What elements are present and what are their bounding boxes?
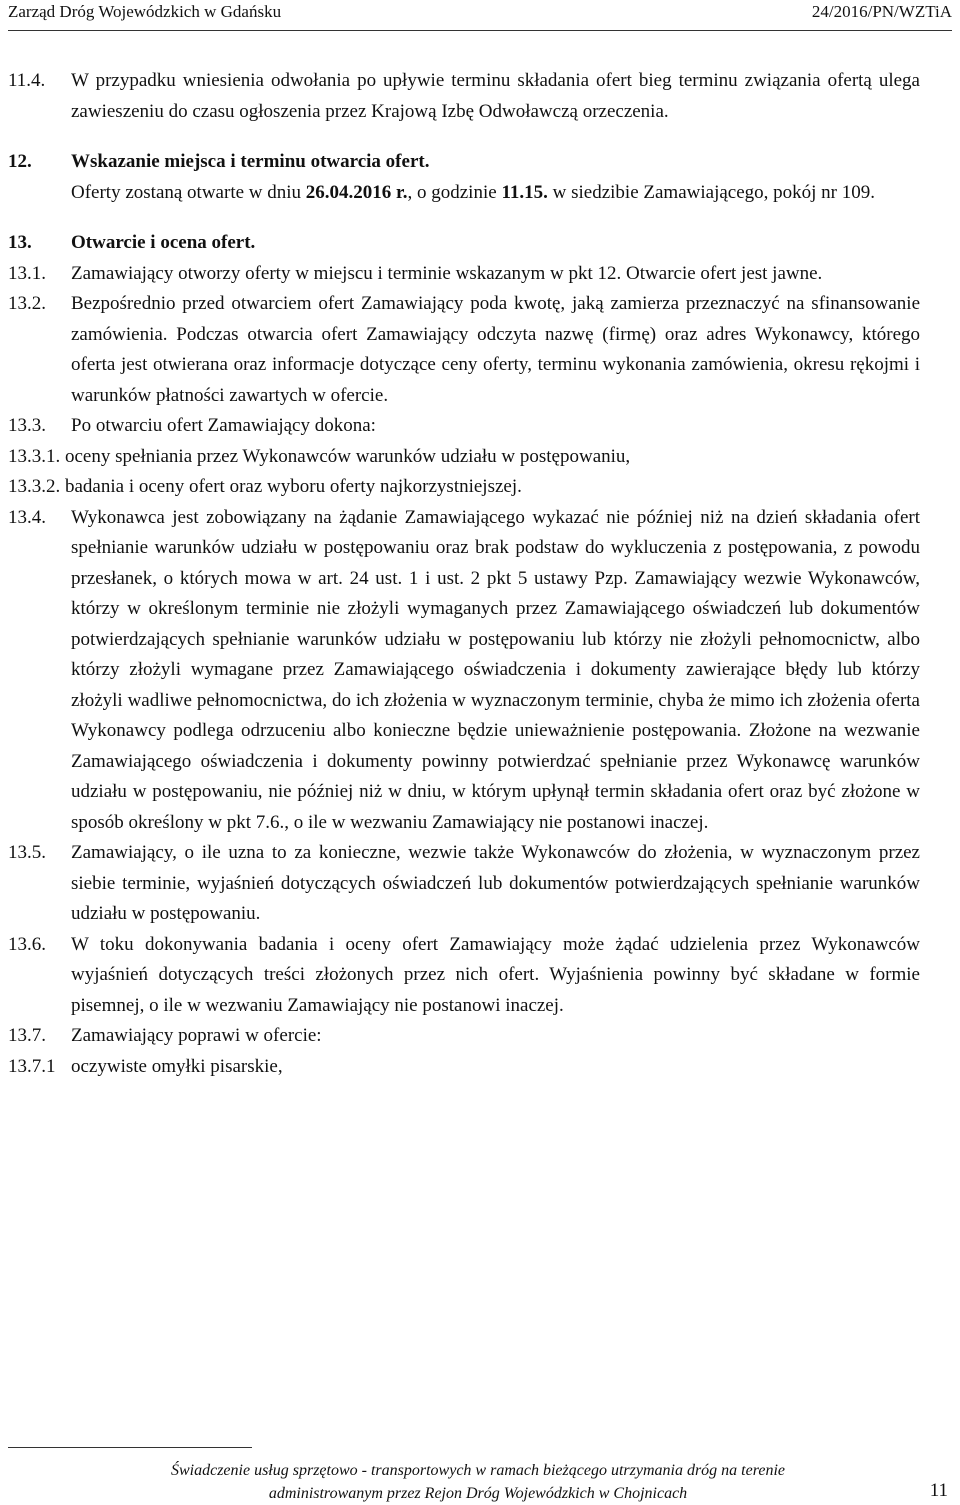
- section-text: Po otwarciu ofert Zamawiający dokona:: [71, 415, 376, 436]
- page-footer: [108, 1459, 848, 1505]
- section-number: 13.5.: [8, 842, 46, 863]
- section-text: oczywiste omyłki pisarskie,: [71, 1055, 283, 1077]
- section-13-3: [8, 411, 920, 442]
- section-13-3-1: 13.3.1. oceny spełniania przez Wykonawców warunków udziału w postępowaniu,: [8, 445, 631, 467]
- section-13-6: [8, 930, 920, 1022]
- section-number: 13.: [8, 232, 32, 253]
- section-heading: Wskazanie miejsca i terminu otwarcia ofert.: [71, 151, 430, 172]
- section-number: 13.7.1: [8, 1055, 56, 1077]
- section-text: W toku dokonywania badania i oceny ofert Zamawiający może żądać udzielenia przez Wykonawców wyjaśnień dotyczących treści złożonych przez nich ofert. Wyjaśnienia powinny być składane w formie pisemnej, o ile w wezwaniu Zamawiający nie postanowi inaczej.: [71, 933, 920, 1016]
- footer-line-1: Świadczenie usług sprzętowo - transportowych w ramach bieżącego utrzymania dróg na terenie: [170, 1462, 786, 1479]
- section-number: 13.7.: [8, 1025, 46, 1046]
- section-number: 13.3.: [8, 415, 46, 436]
- header-organization: Zarząd Dróg Wojewódzkich w Gdańsku: [8, 2, 282, 21]
- section-13-7: [8, 1021, 920, 1052]
- section-number: 13.6.: [8, 933, 46, 955]
- page-header: [8, 0, 952, 31]
- section-12-body: [8, 178, 920, 209]
- header-reference-number: 24/2016/PN/WZTiA: [811, 2, 952, 21]
- section-text: Zamawiający, o ile uzna to za konieczne, wezwie także Wykonawców do złożenia, w wyznaczonym przez siebie terminie, wyjaśnień dotyczących oświadczeń lub dokumentów potwierdzających spełnianie warunków udziału w postępowaniu.: [71, 842, 920, 924]
- section-11-4: [8, 66, 920, 127]
- section-heading: Otwarcie i ocena ofert.: [71, 232, 256, 253]
- section-text: Wykonawca jest zobowiązany na żądanie Zamawiającego wykazać nie później niż na dzień składania ofert spełnianie warunków udziału w postępowaniu oraz brak podstaw do wykluczenia z postępowania, z powodu przesłanek, o których mowa w art. 24 ust. 1 i ust. 2 pkt 5 ustawy Pzp. Zamawiający wezwie Wykonawców, którzy w określonym terminie nie złożyli wymaganych przez Zamawiającego oświadczeń lub dokumentów potwierdzających spełnianie warunków udziału w postępowaniu lub którzy nie złożyli pełnomocnictw, albo którzy złożyli wymagane przez Zamawiającego oświadczenia i dokumenty zawierające błędy lub którzy złożyli wadliwe pełnomocnictwa, do ich złożenia w wyznaczonym terminie, chyba że mimo ich złożenia oferta Wykonawcy podlega odrzuceniu albo konieczne będzie unieważnienie postępowania. Złożone na wezwanie Zamawiającego oświadczenia i dokumenty powinny potwierdzać spełnianie przez Wykonawcę warunków udziału w postępowaniu, nie później niż w dniu, w którym upłynął termin składania ofert oraz być złożone w sposób określony w pkt 7.6., o ile w wezwaniu Zamawiający nie postanowi inaczej.: [71, 506, 920, 833]
- section-13-5: [8, 838, 920, 930]
- section-text: W przypadku wniesienia odwołania po upływie terminu składania ofert bieg terminu związania ofertą ulega zawieszeniu do czasu ogłoszenia przez Krajową Izbę Odwoławczą orzeczenia.: [71, 70, 920, 122]
- section-13: [8, 228, 920, 259]
- section-12: [8, 147, 920, 178]
- footer-line-2: administrowanym przez Rejon Dróg Wojewódzkich w Chojnicach: [268, 1485, 688, 1502]
- section-number: 12.: [8, 151, 32, 172]
- section-text: Oferty zostaną otwarte w dniu 26.04.2016 r., o godzinie 11.15. w siedzibie Zamawiającego, pokój nr 109.: [71, 181, 876, 203]
- page-number: 11: [929, 1480, 948, 1501]
- opening-time: 11.15.: [501, 181, 548, 203]
- section-number: 13.2.: [8, 293, 46, 314]
- section-text: Zamawiający poprawi w ofercie:: [71, 1025, 322, 1046]
- section-13-1: [8, 259, 920, 290]
- section-number: 13.1.: [8, 262, 46, 284]
- document-body: [8, 66, 920, 1082]
- section-13-7-1: [8, 1052, 920, 1083]
- opening-date: 26.04.2016 r.: [305, 181, 408, 203]
- section-number: 13.4.: [8, 506, 46, 528]
- section-13-4: [8, 503, 920, 839]
- section-text: Zamawiający otworzy oferty w miejscu i terminie wskazanym w pkt 12. Otwarcie ofert jest jawne.: [71, 262, 823, 284]
- section-13-3-2: 13.3.2. badania i oceny ofert oraz wyboru oferty najkorzystniejszej.: [8, 476, 522, 497]
- section-number: 11.4.: [8, 70, 46, 91]
- footer-divider: [8, 1447, 252, 1448]
- section-13-2: [8, 289, 920, 411]
- section-text: Bezpośrednio przed otwarciem ofert Zamawiający poda kwotę, jaką zamierza przeznaczyć na sfinansowanie zamówienia. Podczas otwarcia ofert Zamawiający odczyta nazwę (firmę) oraz adres Wykonawcy, którego oferta jest otwierana oraz informacje dotyczące ceny oferty, terminu wykonania zamówienia, okresu rękojmi i warunków płatności zawartych w ofercie.: [71, 293, 920, 406]
